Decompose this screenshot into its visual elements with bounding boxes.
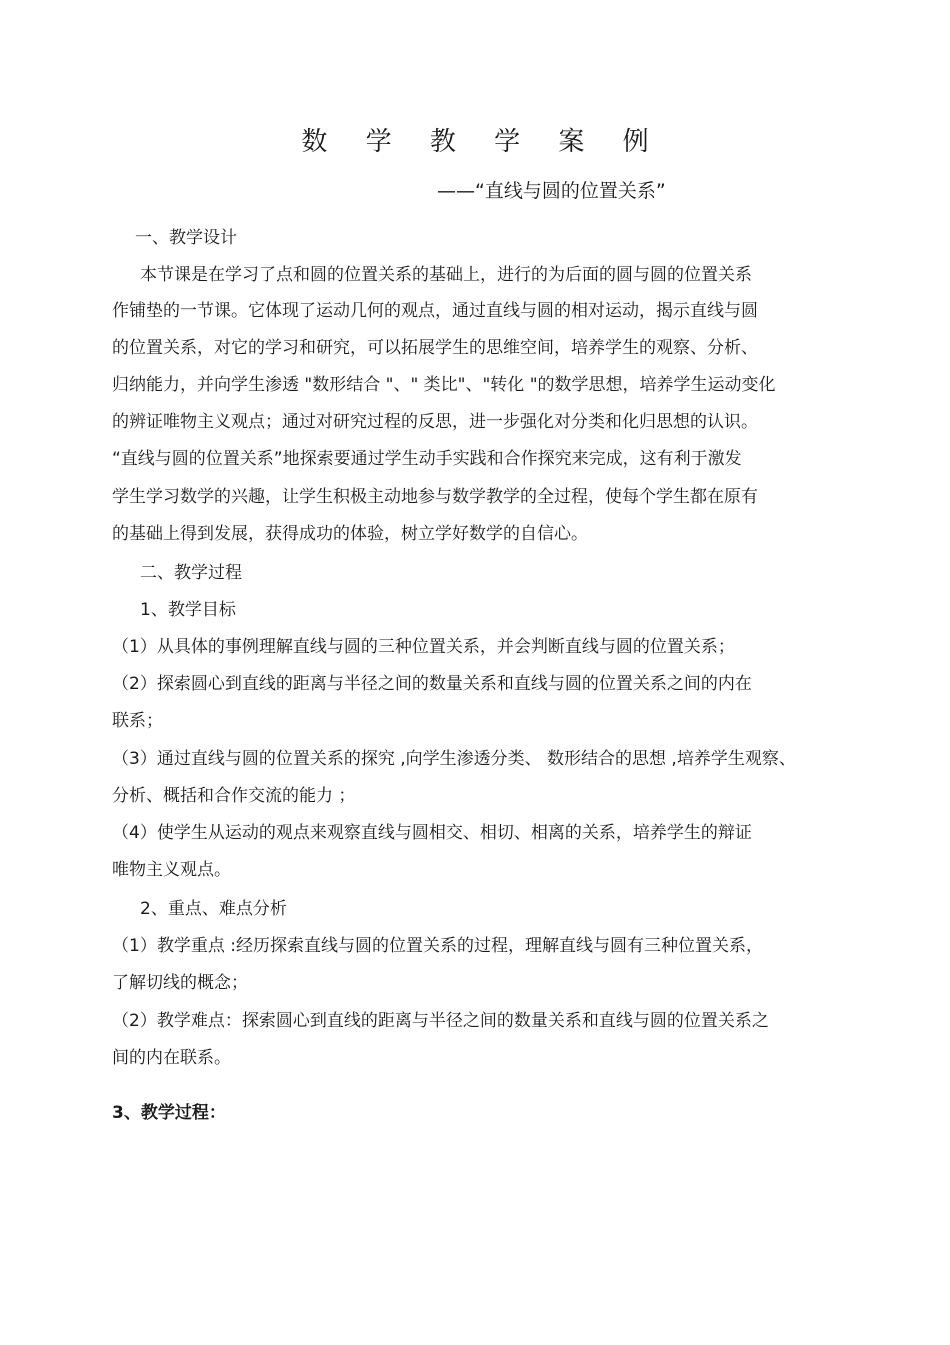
paragraph-line: 归纳能力，并向学生渗透 "数形结合 "、" 类比"、"转化 "的数学思想，培养学生运动变化 <box>112 375 776 395</box>
goal-line: （4）使学生从运动的观点来观察直线与圆相交、相切、相离的关系，培养学生的辩证 <box>112 823 752 843</box>
goal-line: （2）探索圆心到直线的距离与半径之间的数量关系和直线与圆的位置关系之间的内在 <box>112 674 752 694</box>
subheading-goals: 1、教学目标 <box>140 600 236 620</box>
section-heading-design: 一、教学设计 <box>135 228 237 248</box>
paragraph-line: 本节课是在学习了点和圆的位置关系的基础上，进行的为后面的圆与圆的位置关系 <box>140 265 752 285</box>
document-subtitle: ——“直线与圆的位置关系” <box>437 180 666 202</box>
key-point-line: 间的内在联系。 <box>112 1048 231 1068</box>
key-point-line: 了解切线的概念； <box>112 973 248 993</box>
goal-line: 分析、概括和合作交流的能力 ； <box>112 786 356 806</box>
subheading-key-points: 2、重点、难点分析 <box>140 899 287 919</box>
paragraph-line: “直线与圆的位置关系”地探索要通过学生动手实践和合作探究来完成，这有利于激发 <box>112 449 742 469</box>
document-title: 数 学 教 学 案 例 <box>301 127 664 157</box>
key-point-line: （1）教学重点 :经历探索直线与圆的位置关系的过程，理解直线与圆有三种位置关系， <box>112 936 763 956</box>
paragraph-line: 的辨证唯物主义观点；通过对研究过程的反思，进一步强化对分类和化归思想的认识。 <box>112 412 758 432</box>
goal-line: 联系； <box>112 711 163 731</box>
section-heading-process: 二、教学过程 <box>140 563 242 583</box>
paragraph-line: 作铺垫的一节课。它体现了运动几何的观点，通过直线与圆的相对运动，揭示直线与圆 <box>112 301 758 321</box>
goal-line: 唯物主义观点。 <box>112 860 231 880</box>
key-point-line: （2）教学难点：探索圆心到直线的距离与半径之间的数量关系和直线与圆的位置关系之 <box>112 1011 769 1031</box>
paragraph-line: 的基础上得到发展，获得成功的体验，树立学好数学的自信心。 <box>112 524 588 544</box>
paragraph-line: 的位置关系，对它的学习和研究，可以拓展学生的思维空间，培养学生的观察、分析、 <box>112 338 758 358</box>
paragraph-line: 学生学习数学的兴趣，让学生积极主动地参与数学教学的全过程，使每个学生都在原有 <box>112 487 758 507</box>
subheading-process: 3、教学过程： <box>112 1103 226 1123</box>
goal-line: （3）通过直线与圆的位置关系的探究 ,向学生渗透分类、 数形结合的思想 ,培养学生观察、 <box>112 749 796 769</box>
goal-line: （1）从具体的事例理解直线与圆的三种位置关系，并会判断直线与圆的位置关系； <box>112 637 735 657</box>
